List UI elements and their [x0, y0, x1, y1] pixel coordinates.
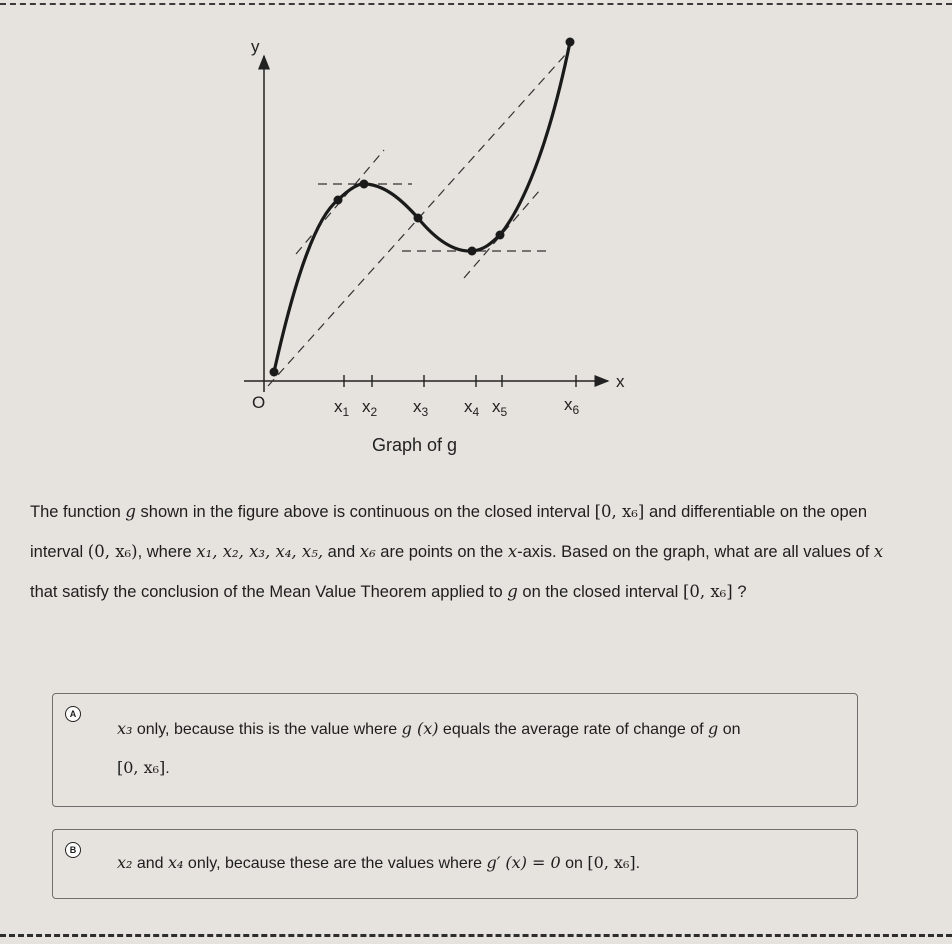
point-x2 [360, 180, 369, 189]
graph-caption: Graph of g [372, 435, 458, 455]
point-x4 [468, 247, 477, 256]
point-x1 [334, 196, 343, 205]
choice-letter-badge: A [65, 706, 81, 722]
point-origin [270, 368, 279, 377]
tick-label-x4: $x_4$ [464, 397, 480, 419]
choice-a-text: x₃ only, because this is the value where g (x) equals the average rate of change of g on [0, x₆]. [117, 719, 741, 777]
question-text: The function g shown in the figure above is continuous on the closed interval [0, x₆] and differentiable on the open interval (0, x₆), where x₁, x₂, x₃, x₄, x₅, and x₆ are points on the x-axis. Based on the graph, what are all values of x that satisfy the conclusion of the Mean Value Theorem applied to g on the closed interval [0, x₆] ? [30, 502, 884, 601]
tick-label-x6: $x_6$ [564, 395, 580, 417]
tick-label-x2: $x_2$ [362, 397, 378, 419]
point-x6 [566, 38, 575, 47]
y-axis-label: y [251, 37, 260, 56]
tick-label-x5: $x_5$ [492, 397, 508, 419]
x-axis-label: x [616, 372, 625, 391]
tick-label-x3: $x_3$ [413, 397, 429, 419]
point-x5 [496, 231, 505, 240]
tick-label-x1: $x_1$ [334, 397, 350, 419]
origin-label: O [252, 393, 266, 412]
point-x3 [414, 214, 423, 223]
choice-letter-badge: B [65, 842, 81, 858]
bottom-dashed-rule [0, 934, 952, 937]
answer-choice-a[interactable] [52, 693, 858, 807]
choice-b-text: x₂ and x₄ only, because these are the values where g′ (x) = 0 on [0, x₆]. [117, 853, 641, 872]
answer-choice-b[interactable] [52, 829, 858, 899]
graph-figure [0, 0, 952, 470]
